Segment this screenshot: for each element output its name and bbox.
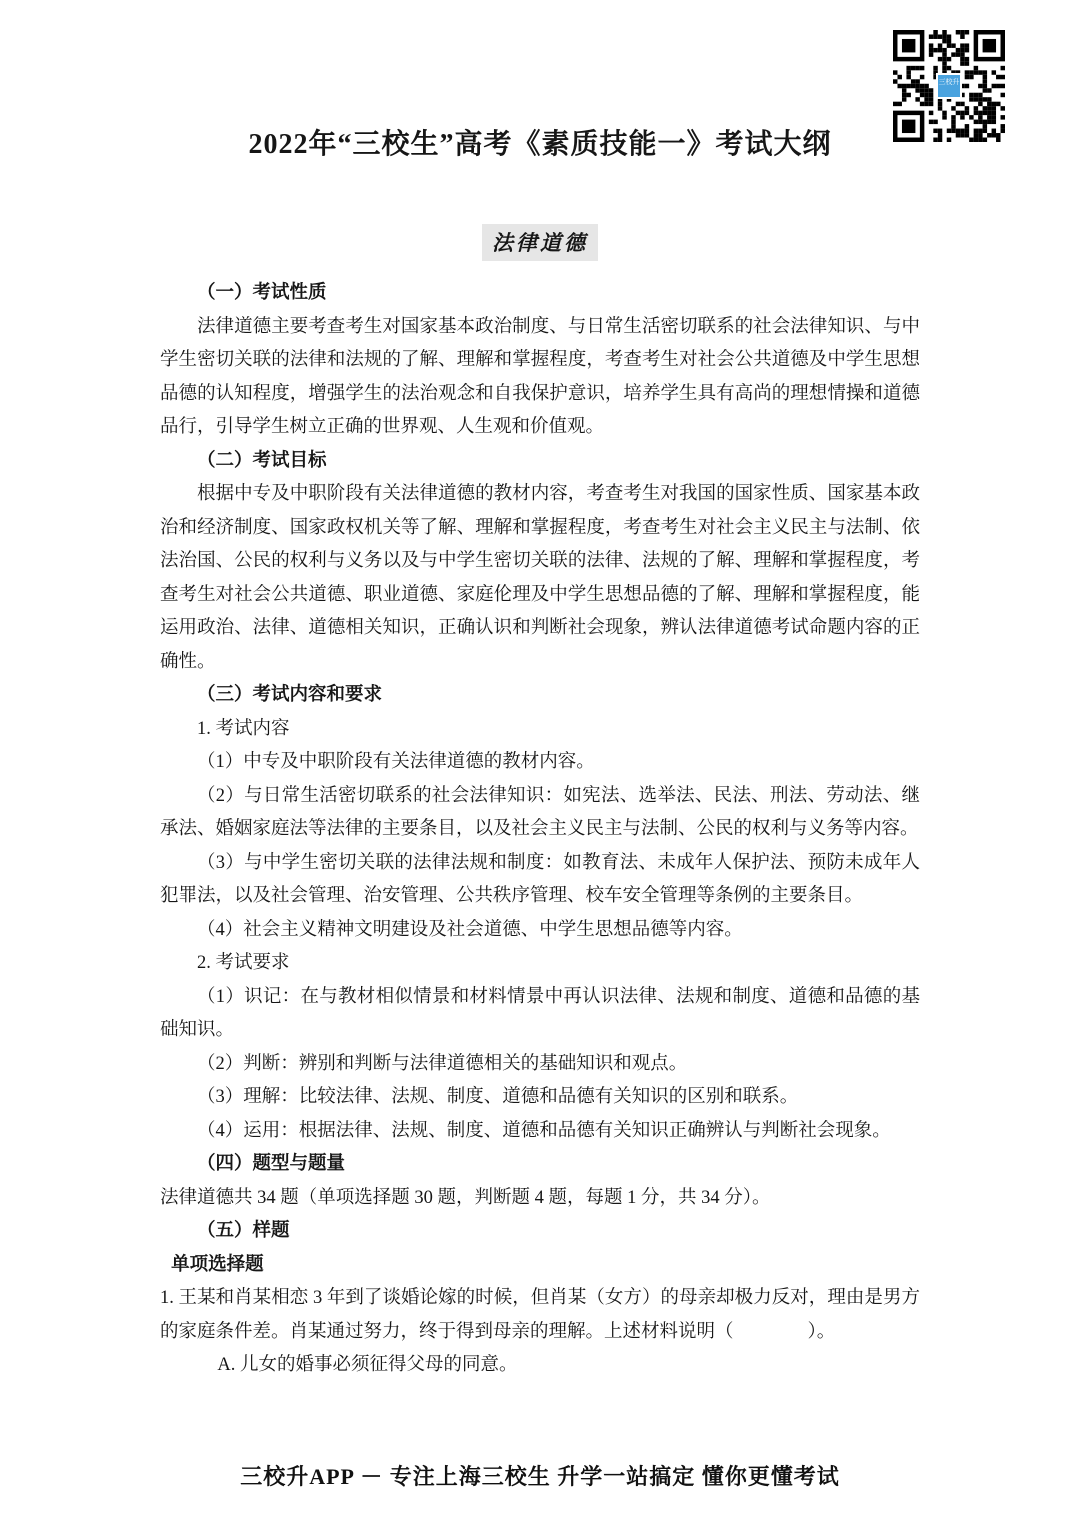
body-paragraph: （4）运用：根据法律、法规、制度、道德和品德有关知识正确辨认与判断社会现象。 <box>197 1120 891 1141</box>
section-heading: （二）考试目标 <box>197 450 327 471</box>
section-heading: （三）考试内容和要求 <box>197 685 383 705</box>
body-paragraph: 根据中专及中职阶段有关法律道德的教材内容，考查考生对我国的国家性质、国家基本政治和经济制度、国家政权机关等了解、理解和掌握程度，考查考生对社会主义民主与法制、依法治国、公民的权利与义务以及与中学生密切关联的法律、法规的了解、理解和掌握程度，考查考生对社会公共道德、职业道德、家庭伦理及中学生思想品德的了解、理解和掌握程度，能运用政治、法律、道德相关知识，正确认识和判断社会现象，辨认法律道德考试命题内容的正确性。 <box>160 484 920 672</box>
page-title: 2022年“三校生”高考《素质技能一》考试大纲 <box>248 129 832 160</box>
section-title-container <box>0 224 1080 261</box>
section-heading: （五）样题 <box>197 1221 290 1241</box>
body-paragraph: 法律道德共 34 题（单项选择题 30 题，判断题 4 题，每题 1 分，共 34 分）。 <box>160 1187 771 1208</box>
section-heading: （四）题型与题量 <box>197 1154 346 1174</box>
body-paragraph: （1）中专及中职阶段有关法律道德的教材内容。 <box>197 752 595 772</box>
section-title: 法律道德 <box>482 224 598 261</box>
section-heading: （一）考试性质 <box>197 283 327 303</box>
body-paragraph: （3）与中学生密切关联的法律法规和制度：如教育法、未成年人保护法、预防未成年人犯罪法，以及社会管理、治安管理、公共秩序管理、校车安全管理等条例的主要条目。 <box>160 852 920 906</box>
body-paragraph: A. 儿女的婚事必须征得父母的同意。 <box>217 1355 518 1375</box>
qr-center-logo: 三校升 <box>936 73 962 99</box>
body-paragraph: （4）社会主义精神文明建设及社会道德、中学生思想品德等内容。 <box>197 919 743 940</box>
body-paragraph: 1. 王某和肖某相恋 3 年到了谈婚论嫁的时候，但肖某（女方）的母亲却极力反对，理由是男方的家庭条件差。肖某通过努力，终于得到母亲的理解。上述材料说明（ ）。 <box>160 1288 920 1342</box>
document-body <box>160 261 920 1383</box>
qr-code[interactable] <box>893 30 1005 142</box>
body-paragraph: （2）与日常生活密切联系的社会法律知识：如宪法、选举法、民法、刑法、劳动法、继承法、婚姻家庭法等法律的主要条目，以及社会主义民主与法制、公民的权利与义务等内容。 <box>160 785 920 839</box>
body-paragraph: （2）判断：辨别和判断与法律道德相关的基础知识和观点。 <box>197 1053 688 1074</box>
body-paragraph: 1. 考试内容 <box>197 718 290 739</box>
body-paragraph: （3）理解：比较法律、法规、制度、道德和品德有关知识的区别和联系。 <box>197 1087 799 1107</box>
body-paragraph: 法律道德主要考查考生对国家基本政治制度、与日常生活密切联系的社会法律知识、与中学生密切关联的法律和法规的了解、理解和掌握程度，考查考生对社会公共道德及中学生思想品德的认知程度，增强学生的法治观念和自我保护意识，培养学生具有高尚的理想情操和道德品行，引导学生树立正确的世界观、人生观和价值观。 <box>160 316 920 437</box>
body-paragraph: 单项选择题 <box>171 1254 264 1275</box>
page-footer: 三校升APP － 专注上海三校生 升学一站搞定 懂你更懂考试 <box>240 1464 840 1489</box>
body-paragraph: （1）识记：在与教材相似情景和材料情景中再认识法律、法规和制度、道德和品德的基础知识。 <box>160 986 920 1040</box>
body-paragraph: 2. 考试要求 <box>197 953 290 973</box>
